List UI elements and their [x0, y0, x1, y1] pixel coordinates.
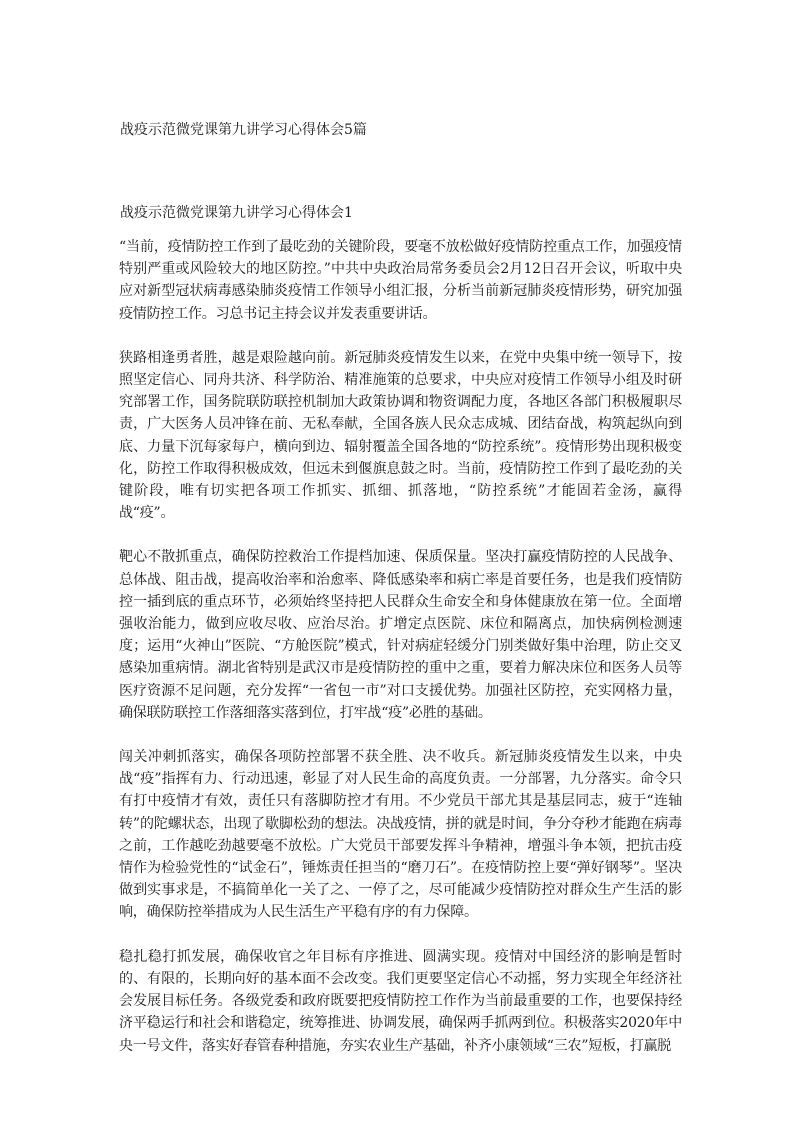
paragraph-1: “当前，疫情防控工作到了最吃劲的关键阶段，要毫不放松做好疫情防控重点工作，加强疫情特别严重或风险较大的地区防控。”中共中央政治局常务委员会2月12日召开会议，听取中央应对新型冠状病毒感染肺炎疫情工作领导小组汇报，分析当前新冠肺炎疫情形势，研究加强疫情防控工作。习总书记主持会议并发表重要讲话。 — [119, 239, 682, 322]
paragraph-2: 狭路相逢勇者胜，越是艰险越向前。新冠肺炎疫情发生以来，在党中央集中统一领导下，按照坚定信心、同舟共济、科学防治、精准施策的总要求，中央应对疫情工作领导小组及时研究部署工作，国务院联防联控机制加大政策协调和物资调配力度，各地区各部门积极履职尽责，广大医务人员冲锋在前、无私奉献，全国各族人民众志成城、团结奋战，构筑起纵向到底、力量下沉每家每户，横向到边、辐射覆盖全国各地的“防控系统”。疫情形势出现积极变化，防控工作取得积极成效，但远未到偃旗息鼓之时。当前，疫情防控工作到了最吃劲的关键阶段，唯有切实把各项工作抓实、抓细、抓落地，“防控系统”才能固若金汤，赢得战“疫”。 — [119, 349, 682, 522]
document-body — [119, 236, 682, 1079]
document-title: 战疫示范微党课第九讲学习心得体会5篇 — [120, 122, 367, 138]
paragraph-5: 稳扎稳打抓发展，确保收官之年目标有序推进、圆满实现。疫情对中国经济的影响是暂时的、有限的，长期向好的基本面不会改变。我们更要坚定信心不动摇，努力实现全年经济社会发展目标任务。各级党委和政府既要把疫情防控工作作为当前最重要的工作，也要保持经济平稳运行和社会和谐稳定，统筹推进、协调发展，确保两手抓两到位。积极落实2020年中央一号文件，落实好春管春种措施，夯实农业生产基础，补齐小康领域“三农”短板，打赢脱 — [119, 948, 682, 1054]
section-title: 战疫示范微党课第九讲学习心得体会1 — [120, 205, 353, 221]
paragraph-3: 靶心不散抓重点，确保防控救治工作提档加速、保质保量。坚决打赢疫情防控的人民战争、总体战、阻击战，提高收治率和治愈率、降低感染率和病亡率是首要任务，也是我们疫情防控一插到底的重点环节，必须始终坚持把人民群众生命安全和身体健康放在第一位。全面增强收治能力，做到应收尽收、应治尽治。扩增定点医院、床位和隔离点，加快病例检测速度；运用“火神山”医院、“方舱医院”模式，针对病症轻缓分门别类做好集中治理，防止交叉感染加重病情。湖北省特别是武汉市是疫情防控的重中之重，要着力解决床位和医务人员等医疗资源不足问题，充分发挥“一省包一市”对口支援优势。加强社区防控，充实网格力量，确保联防联控工作落细落实落到位，打牢战“疫”必胜的基础。 — [119, 549, 682, 721]
paragraph-4: 闯关冲刺抓落实，确保各项防控部署不获全胜、决不收兵。新冠肺炎疫情发生以来，中央战“疫”指挥有力、行动迅速，彰显了对人民生命的高度负责。一分部署，九分落实。命令只有打中疫情才有效，责任只有落脚防控才有用。不少党员干部尤其是基层同志，疲于“连轴转”的陀螺状态，出现了歇脚松劲的想法。决战疫情，拼的就是时间，争分夺秒才能跑在病毒之前，工作越吃劲越要毫不放松。广大党员干部要发挥斗争精神，增强斗争本领，把抗击疫情作为检验党性的“试金石”，锤炼责任担当的“磨刀石”。在疫情防控上要“弹好钢琴”。坚决做到实事求是，不搞简单化一关了之、一停了之，尽可能减少疫情防控对群众生产生活的影响，确保防控举措成为人民生活生产平稳有序的有力保障。 — [119, 749, 682, 921]
